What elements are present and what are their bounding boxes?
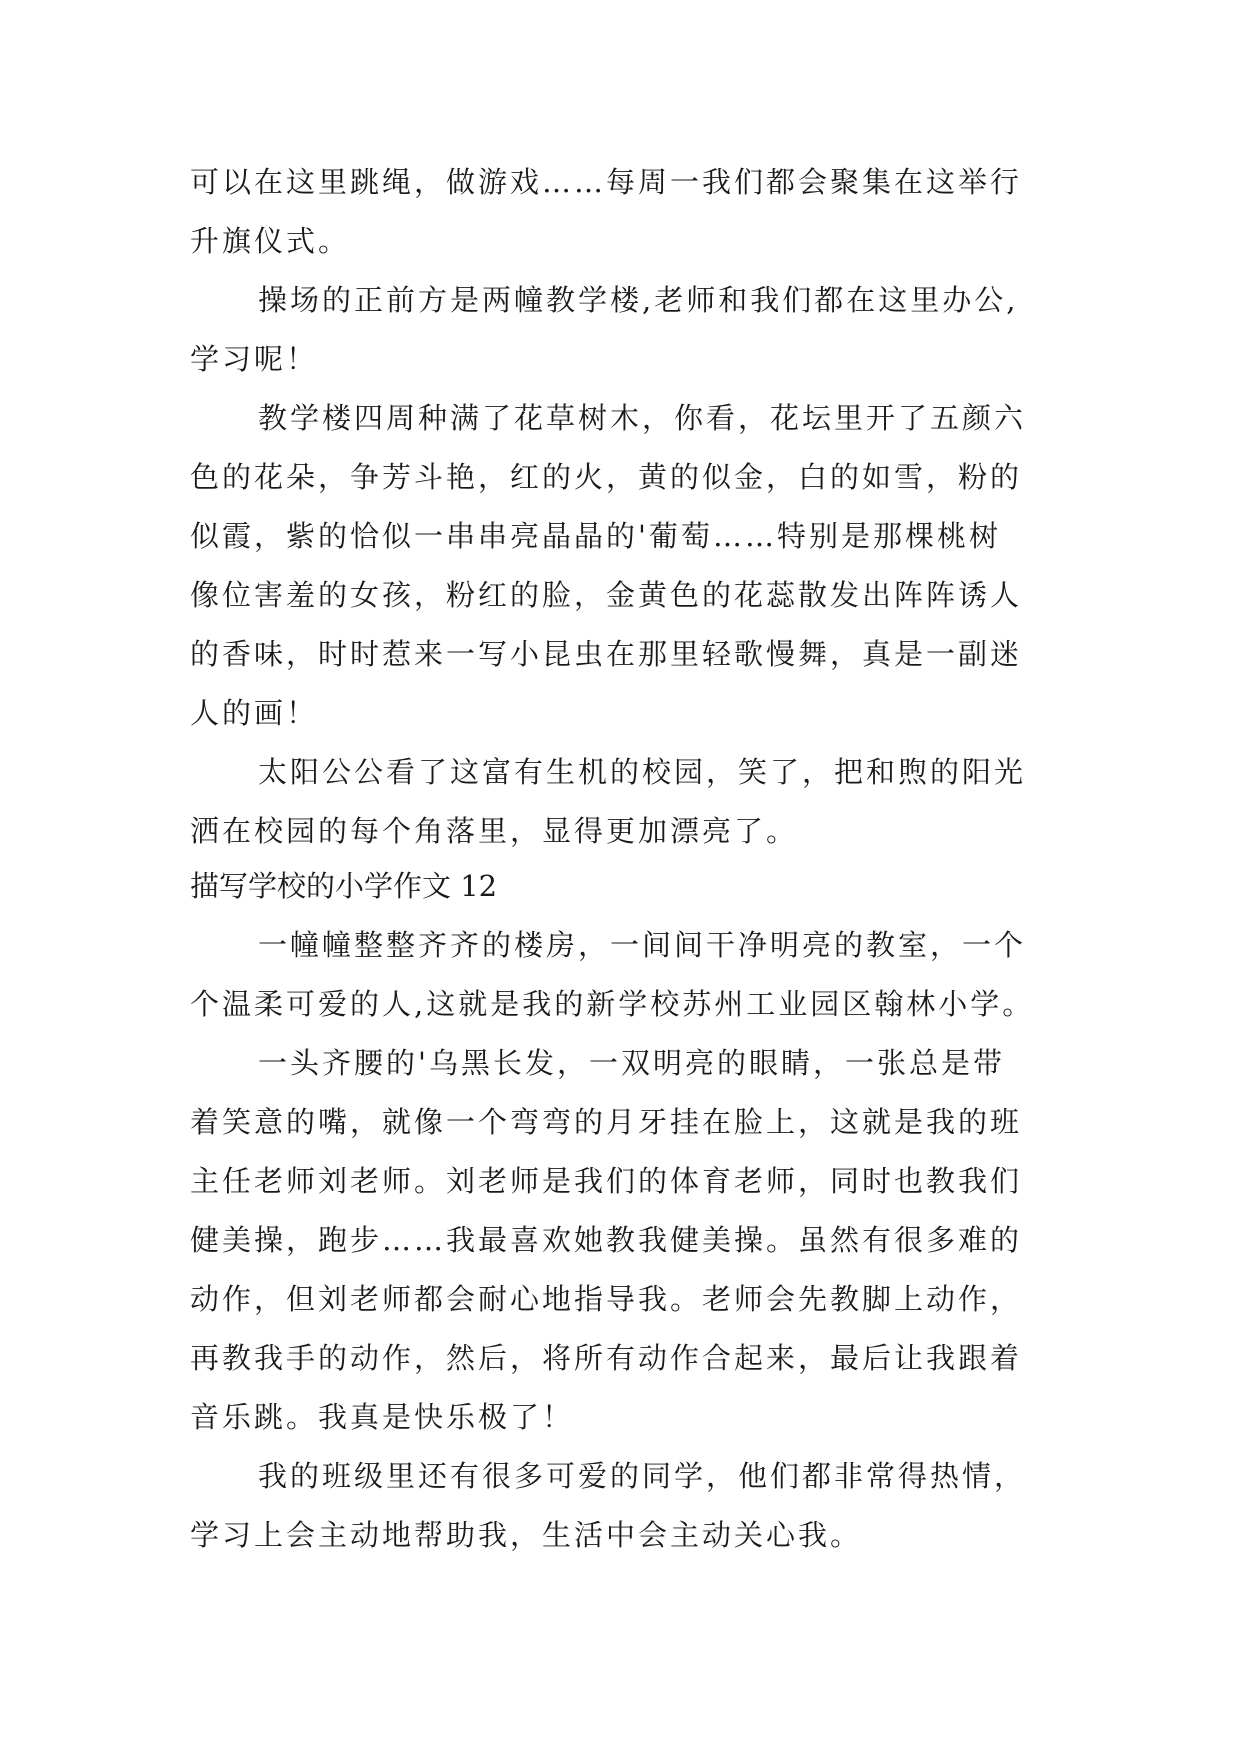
text-line: 像位害羞的女孩，粉红的脸，金黄色的花蕊散发出阵阵诱人 [190, 578, 1023, 612]
text-line: 健美操，跑步……我最喜欢她教我健美操。虽然有很多难的 [190, 1223, 1023, 1257]
paragraph-first-line: 一幢幢整整齐齐的楼房，一间间干净明亮的教室，一个 [258, 928, 1027, 962]
section-heading: 描写学校的小学作文 12 [190, 869, 498, 903]
text-line: 可以在这里跳绳，做游戏……每周一我们都会聚集在这举行 [190, 165, 1023, 199]
text-line: 升旗仪式。 [190, 224, 351, 258]
text-line: 洒在校园的每个角落里，显得更加漂亮了。 [190, 814, 799, 848]
text-line: 色的花朵，争芳斗艳，红的火，黄的似金，白的如雪，粉的 [190, 460, 1023, 494]
text-line: 主任老师刘老师。刘老师是我们的体育老师，同时也教我们 [190, 1164, 1023, 1198]
text-line: 的香味，时时惹来一写小昆虫在那里轻歌慢舞，真是一副迷 [190, 637, 1023, 671]
paragraph-first-line: 太阳公公看了这富有生机的校园，笑了，把和煦的阳光 [258, 755, 1027, 789]
text-line: 再教我手的动作，然后，将所有动作合起来，最后让我跟着 [190, 1341, 1023, 1375]
paragraph-first-line: 我的班级里还有很多可爱的同学，他们都非常得热情， [258, 1459, 1027, 1493]
text-line: 个温柔可爱的人,这就是我的新学校苏州工业园区翰林小学。 [190, 987, 1035, 1021]
text-line: 着笑意的嘴，就像一个弯弯的月牙挂在脸上，这就是我的班 [190, 1105, 1023, 1139]
text-line: 音乐跳。我真是快乐极了！ [190, 1400, 575, 1434]
text-line: 动作，但刘老师都会耐心地指导我。老师会先教脚上动作， [190, 1282, 1023, 1316]
text-line: 学习上会主动地帮助我，生活中会主动关心我。 [190, 1518, 863, 1552]
text-line: 学习呢！ [190, 342, 319, 376]
paragraph-first-line: 操场的正前方是两幢教学楼,老师和我们都在这里办公, [258, 283, 1019, 317]
text-line: 人的画！ [190, 696, 319, 730]
text-line: 似霞，紫的恰似一串串亮晶晶的'葡萄……特别是那棵桃树 [190, 519, 1001, 553]
paragraph-first-line: 一头齐腰的'乌黑长发，一双明亮的眼睛，一张总是带 [258, 1046, 1005, 1080]
paragraph-first-line: 教学楼四周种满了花草树木，你看，花坛里开了五颜六 [258, 401, 1027, 435]
